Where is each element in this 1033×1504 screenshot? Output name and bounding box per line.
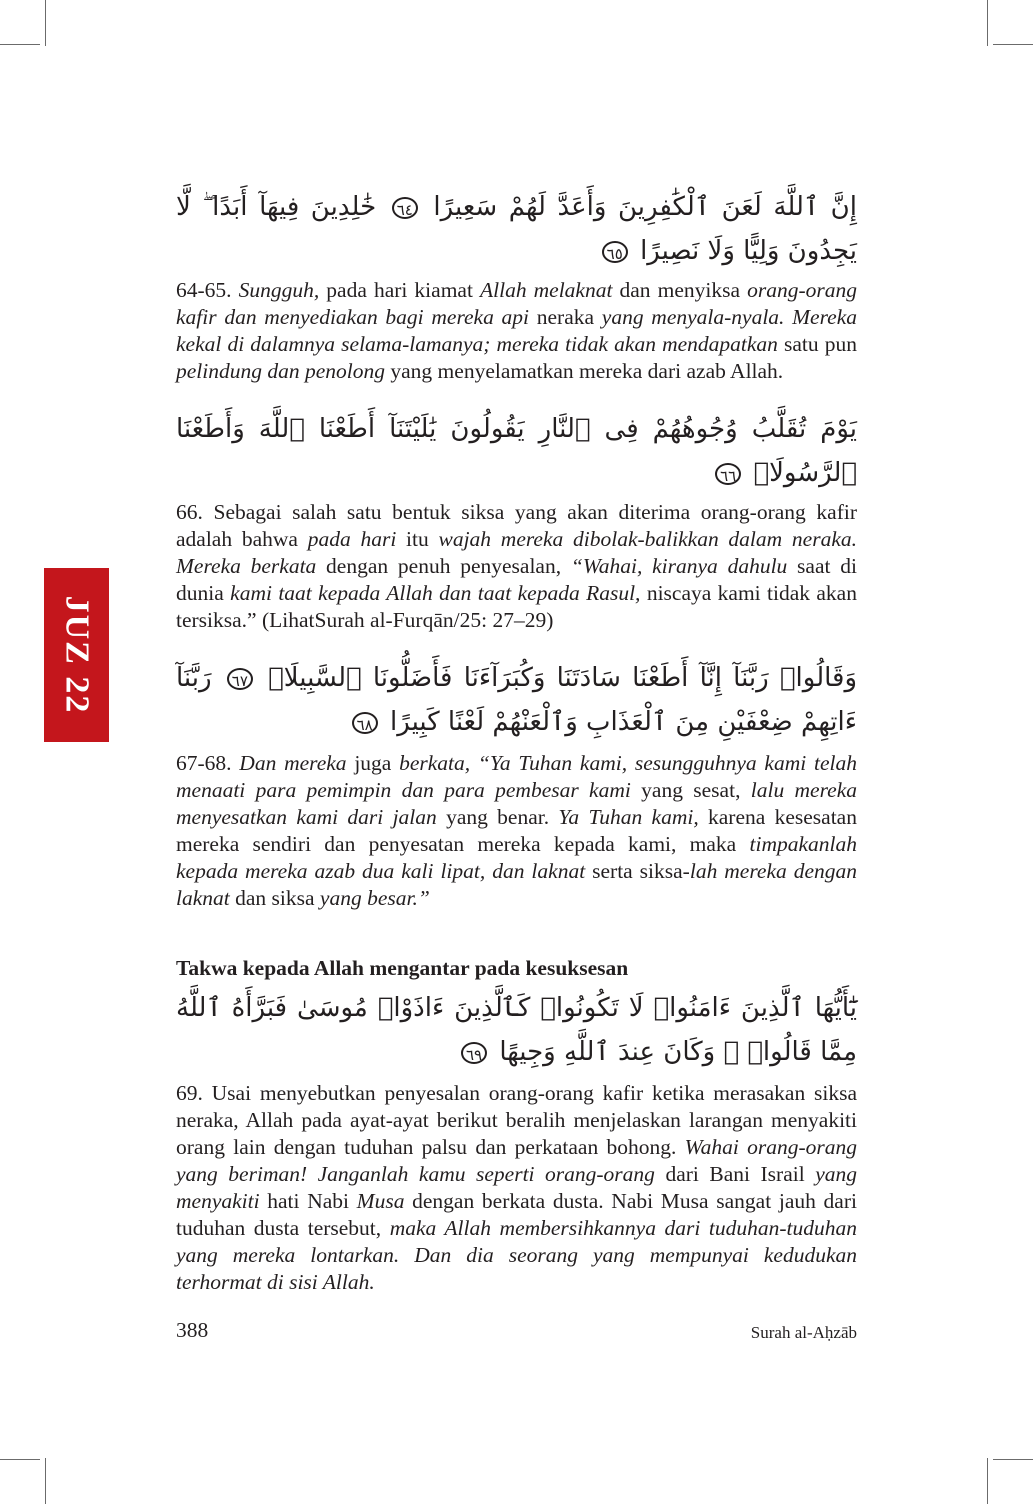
section-heading: Takwa kepada Allah mengantar pada kesuksesan	[176, 956, 629, 980]
ayah-number-marker: ٦٩	[461, 1042, 487, 1064]
arabic-text: خَٰلِدِينَ فِيهَآ أَبَدًا ۖ لَّا يَجِدُونَ وَلِيًّا وَلَا نَصِيرًا	[176, 192, 857, 266]
translation-64-65: 64-65. Sungguh, pada hari kiamat Allah melaknat dan menyiksa orang-orang kafir dan menyediakan bagi mereka api neraka yang menyala-nyala. Mereka kekal di dalamnya selama-lamanya; mereka tidak akan mendapatkan satu pun pelindung dan penolong yang menyelamatkan mereka dari azab Allah.	[176, 278, 858, 383]
translation-66: 66. Sebagai salah satu bentuk siksa yang akan diterima orang-orang kafir adalah bahwa pada hari itu wajah mereka dibolak-balikkan dalam neraka. Mereka berkata dengan penuh penyesalan, “Wahai, kiranya dahulu saat di dunia kami taat kepada Allah dan taat kepada Rasul, niscaya kami tidak akan tersiksa.” (LihatSurah al-Furqān/25: 27–29)	[176, 500, 858, 632]
page-content	[176, 180, 857, 1296]
ayah-number-marker: ٦٧	[227, 668, 253, 690]
ayah-number-marker: ٦٨	[352, 712, 378, 734]
juz-tab	[44, 568, 109, 742]
crop-mark	[987, 0, 988, 46]
translation-69: 69. Usai menyebutkan penyesalan orang-orang kafir ketika merasakan siksa neraka, Allah pada ayat-ayat berikut beralih menjelaskan larangan menyakiti orang lain dengan tuduhan palsu dan perkataan bohong. Wahai orang-orang yang beriman! Janganlah kamu seperti orang-orang dari Bani Israil yang menyakiti hati Nabi Musa dengan berkata dusta. Nabi Musa sangat jauh dari tuduhan dusta tersebut, maka Allah membersihkannya dari tuduhan-tuduhan yang mereka lontarkan. Dan dia seorang yang mempunyai kedudukan terhormat di sisi Allah.	[176, 1081, 857, 1294]
crop-mark	[0, 44, 40, 45]
page-number: 388	[176, 1318, 209, 1342]
arabic-verse-69	[176, 986, 857, 1074]
ayah-number-marker: ٦٤	[392, 197, 418, 219]
crop-mark	[993, 44, 1033, 45]
translation-67-68: 67-68. Dan mereka juga berkata, “Ya Tuhan kami, sesungguhnya kami telah menaati para pemimpin dan para pembesar kami yang sesat, lalu mereka menyesatkan kami dari jalan yang benar. Ya Tuhan kami, karena kesesatan mereka sendiri dan penyesatan mereka kepada kami, maka timpakanlah kepada mereka azab dua kali lipat, dan laknat serta siksa-lah mereka dengan laknat dan siksa yang besar.”	[176, 751, 858, 910]
crop-mark	[45, 1458, 46, 1504]
arabic-text: يَٰٓأَيُّهَا ٱلَّذِينَ ءَامَنُوا۟ لَا تَكُونُوا۟ كَٱلَّذِينَ ءَاذَوْا۟ مُوسَىٰ فَبَرَّأَهُ ٱللَّهُ مِمَّا قَالُوا۟ ۚ وَكَانَ عِندَ ٱللَّهِ وَجِيهًا	[176, 993, 857, 1067]
crop-mark	[987, 1458, 988, 1504]
running-title: Surah al-Aḥzāb	[750, 1323, 857, 1342]
ayah-number-marker: ٦٥	[602, 241, 628, 263]
crop-mark	[993, 1459, 1033, 1460]
arabic-text: وَقَالُوا۟ رَبَّنَآ إِنَّآ أَطَعْنَا سَادَتَنَا وَكُبَرَآءَنَا فَأَضَلُّونَا ٱلسَّبِيلَا۠	[268, 663, 858, 693]
crop-mark	[0, 1459, 40, 1460]
ayah-number-marker: ٦٦	[715, 463, 741, 485]
arabic-text: إِنَّ ٱللَّهَ لَعَنَ ٱلْكَٰفِرِينَ وَأَعَدَّ لَهُمْ سَعِيرًا	[433, 192, 857, 222]
arabic-verse-67-68	[176, 656, 857, 744]
juz-label: JUZ 22	[58, 595, 96, 715]
arabic-verse-66	[176, 407, 857, 495]
arabic-text: رَبَّنَآ ءَاتِهِمْ ضِعْفَيْنِ مِنَ ٱلْعَذَابِ وَٱلْعَنْهُمْ لَعْنًا كَبِيرًا	[176, 663, 857, 737]
crop-mark	[45, 0, 46, 46]
arabic-verse-64-65	[176, 185, 857, 273]
arabic-text: يَوْمَ تُقَلَّبُ وُجُوهُهُمْ فِى ٱلنَّارِ يَقُولُونَ يَٰلَيْتَنَآ أَطَعْنَا ٱللَّهَ وَأَطَعْنَا ٱلرَّسُولَا۠	[176, 414, 857, 488]
